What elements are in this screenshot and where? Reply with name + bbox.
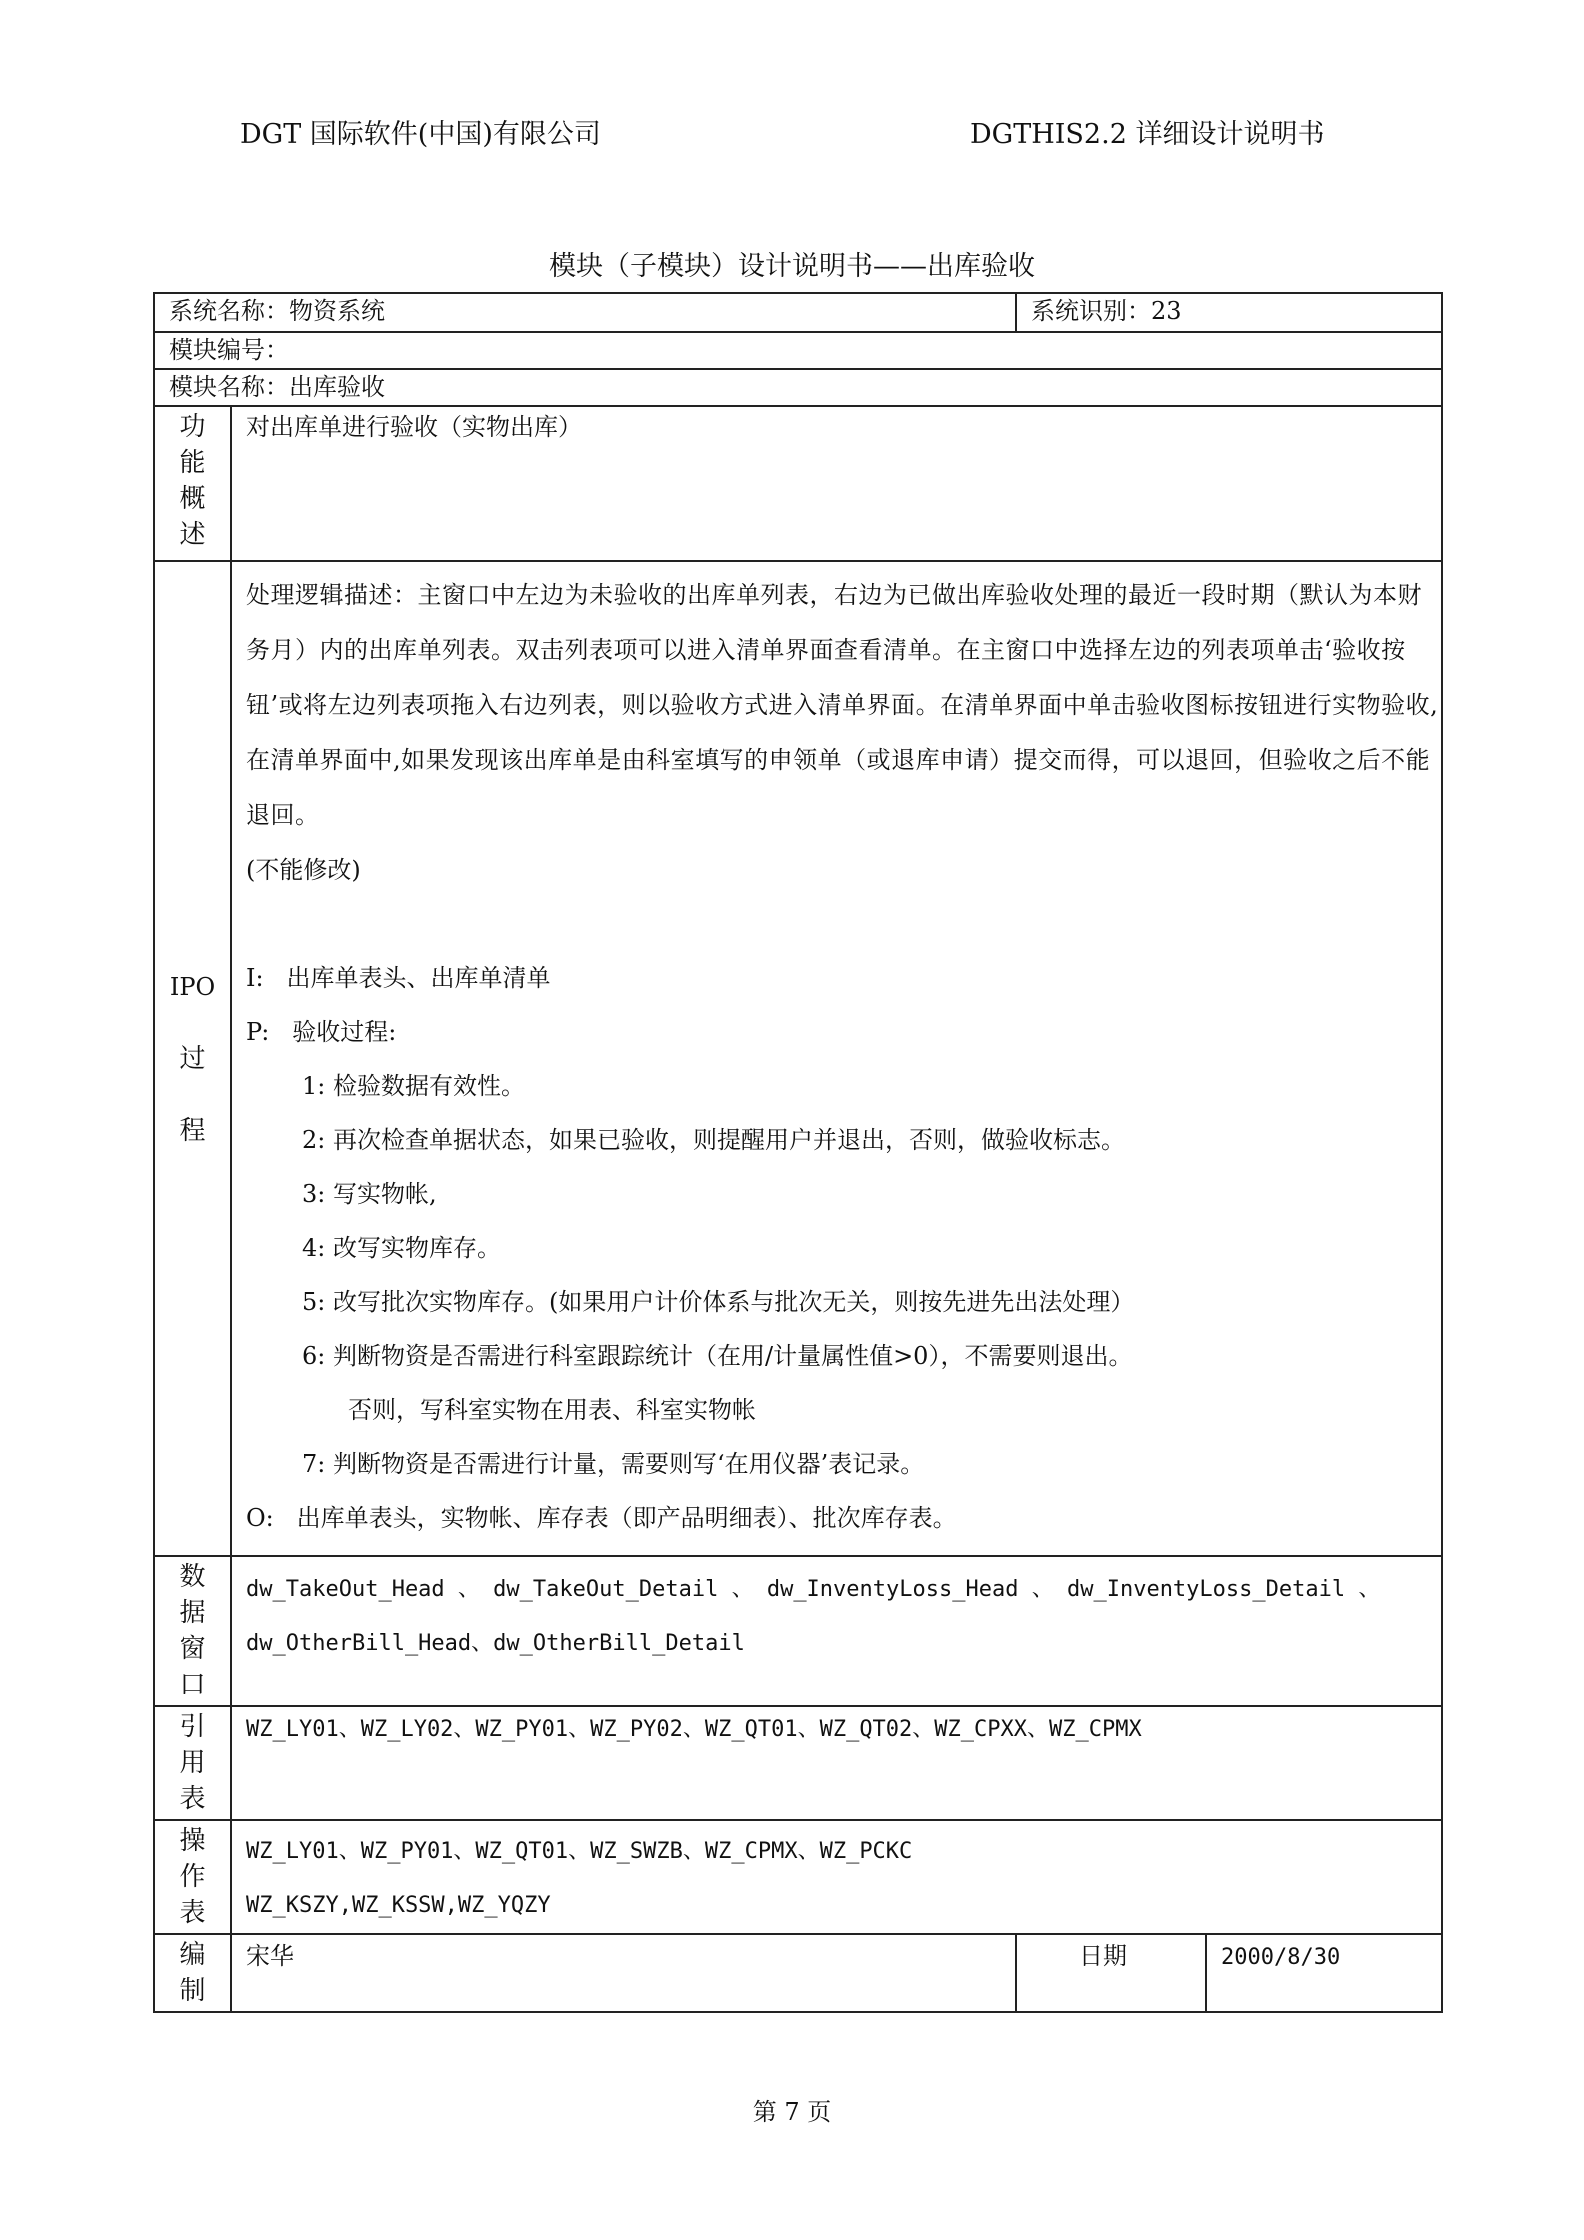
ipo-content bbox=[231, 561, 1442, 1556]
data-window-line: dw_TakeOut_Head 、 dw_TakeOut_Detail 、 dw_InventyLoss_Head 、 dw_InventyLoss_Detail 、 bbox=[246, 1577, 1381, 1602]
data-window-content bbox=[231, 1556, 1442, 1706]
operated-tables-line: WZ_LY01、WZ_PY01、WZ_QT01、WZ_SWZB、WZ_CPMX、WZ_PCKC bbox=[246, 1839, 913, 1864]
ipo-output: O: 出库单表头，实物帐、库存表（即产品明细表）、批次库存表。 bbox=[246, 1504, 957, 1532]
ipo-step-continuation: 否则，写科室实物在用表、科室实物帐 bbox=[348, 1396, 756, 1424]
ipo-step: 3: 写实物帐, bbox=[302, 1180, 437, 1208]
function-summary-label: 功 能 概 述 bbox=[154, 406, 231, 561]
operated-tables-content bbox=[231, 1820, 1442, 1934]
row-module-name bbox=[154, 369, 1442, 406]
ipo-step: 4: 改写实物库存。 bbox=[302, 1234, 501, 1262]
referenced-tables-content: WZ_LY01、WZ_LY02、WZ_PY01、WZ_PY02、WZ_QT01、WZ_QT02、WZ_CPXX、WZ_CPMX bbox=[231, 1706, 1442, 1820]
header-document-title: DGTHIS2.2 详细设计说明书 bbox=[970, 119, 1325, 150]
ipo-process-title: P: 验收过程: bbox=[246, 1018, 397, 1046]
ipo-note: (不能修改) bbox=[246, 856, 361, 884]
ipo-step: 5: 改写批次实物库存。(如果用户计价体系与批次无关，则按先进先出法处理） bbox=[302, 1288, 1135, 1316]
data-window-line: dw_OtherBill_Head、dw_OtherBill_Detail bbox=[246, 1631, 745, 1656]
row-system-name bbox=[154, 293, 1442, 332]
author-name: 宋华 bbox=[231, 1934, 1016, 2012]
date-value: 2000/8/30 bbox=[1206, 1934, 1442, 2012]
row-ipo-process bbox=[154, 561, 1442, 1556]
author-label: 编 制 bbox=[154, 1934, 231, 2012]
page-number: 第 7 页 bbox=[752, 2098, 832, 2126]
design-spec-form bbox=[153, 292, 1443, 2013]
ipo-spacer bbox=[246, 897, 1441, 951]
page-title: 模块（子模块）设计说明书——出库验收 bbox=[549, 251, 1035, 282]
header-company: DGT 国际软件(中国)有限公司 bbox=[240, 119, 601, 150]
module-no-cell: 模块编号： bbox=[154, 332, 1442, 369]
ipo-label: IPO 过 程 bbox=[154, 561, 231, 1556]
row-module-no bbox=[154, 332, 1442, 369]
referenced-tables-label: 引 用 表 bbox=[154, 1706, 231, 1820]
system-id-cell: 系统识别：23 bbox=[1016, 293, 1442, 332]
row-operated-tables bbox=[154, 1820, 1442, 1934]
row-data-window bbox=[154, 1556, 1442, 1706]
ipo-step: 1: 检验数据有效性。 bbox=[302, 1072, 525, 1100]
row-referenced-tables bbox=[154, 1706, 1442, 1820]
module-name-cell: 模块名称：出库验收 bbox=[154, 369, 1442, 406]
data-window-label: 数 据 窗 口 bbox=[154, 1556, 231, 1706]
system-name-cell: 系统名称：物资系统 bbox=[154, 293, 1016, 332]
function-summary-text: 对出库单进行验收（实物出库） bbox=[231, 406, 1442, 561]
ipo-logic-description: 处理逻辑描述：主窗口中左边为未验收的出库单列表，右边为已做出库验收处理的最近一段时期（默认为本财务月）内的出库单列表。双击列表项可以进入清单界面查看清单。在主窗口中选择左边的列表项单击‘验收按钮’或将左边列表项拖入右边列表，则以验收方式进入清单界面。在清单界面中单击验收图标按钮进行实物验收,在清单界面中,如果发现该出库单是由科室填写的申领单（或退库申请）提交而得，可以退回，但验收之后不能退回。 bbox=[246, 581, 1439, 829]
ipo-step: 7: 判断物资是否需进行计量，需要则写‘在用仪器’表记录。 bbox=[302, 1450, 925, 1478]
row-author bbox=[154, 1934, 1442, 2012]
ipo-input: I: 出库单表头、出库单清单 bbox=[246, 964, 551, 992]
ipo-step: 2: 再次检查单据状态，如果已验收，则提醒用户并退出，否则，做验收标志。 bbox=[302, 1126, 1125, 1154]
ipo-step: 6: 判断物资是否需进行科室跟踪统计（在用/计量属性值>0），不需要则退出。 bbox=[302, 1342, 1133, 1370]
operated-tables-line: WZ_KSZY,WZ_KSSW,WZ_YQZY bbox=[246, 1893, 551, 1918]
row-function-summary bbox=[154, 406, 1442, 561]
operated-tables-label: 操 作 表 bbox=[154, 1820, 231, 1934]
date-label: 日期 bbox=[1016, 1934, 1206, 2012]
